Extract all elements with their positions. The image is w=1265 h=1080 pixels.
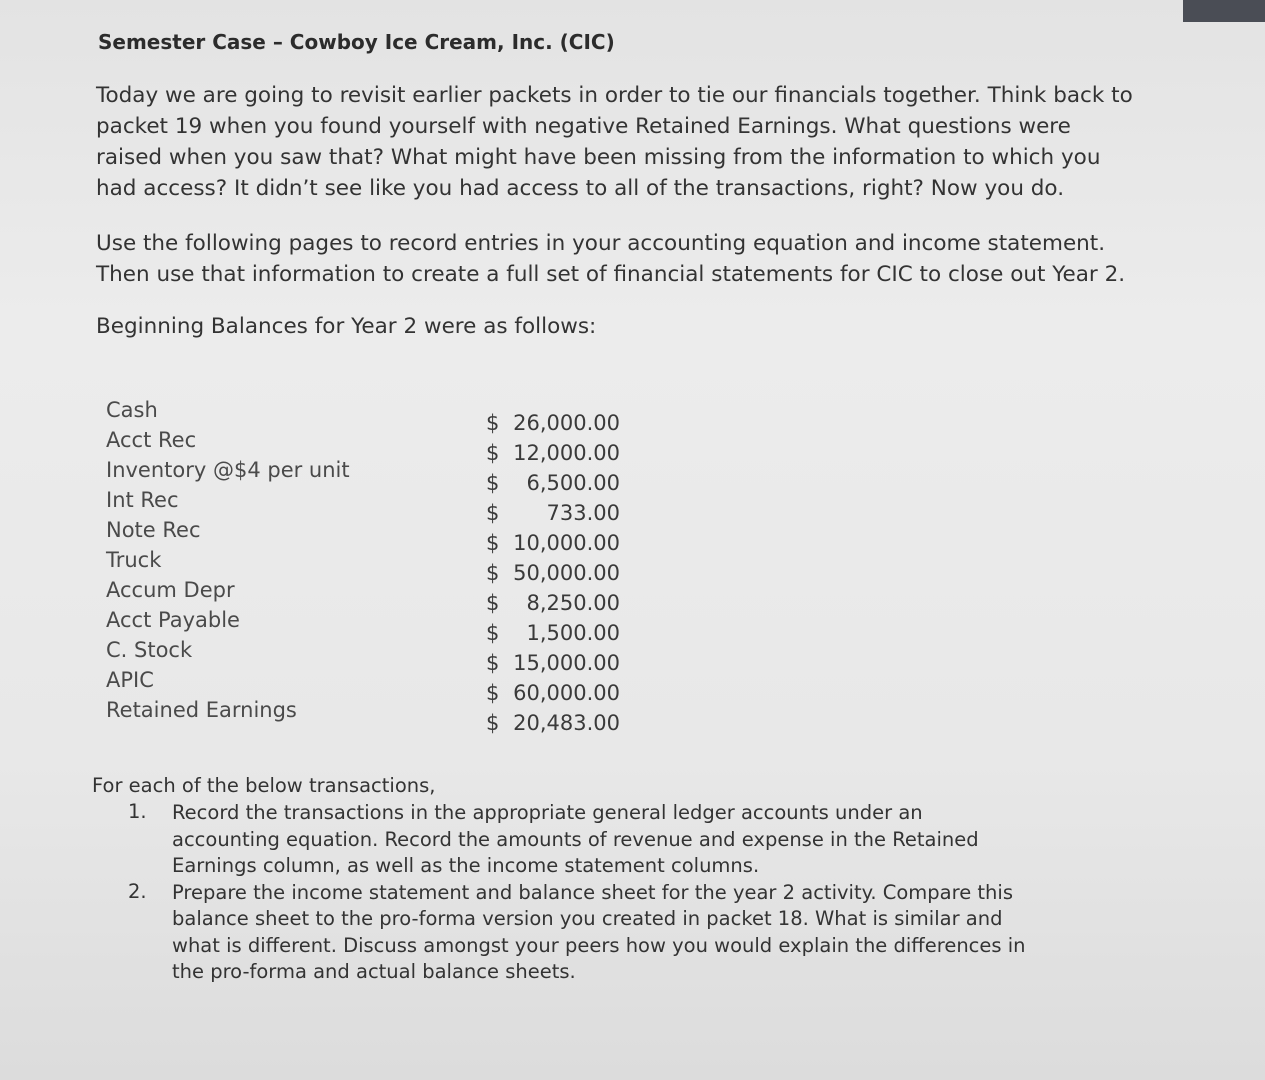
currency-sign: $ (486, 561, 500, 585)
instruction-line: Record the transactions in the appropriate general ledger accounts under an (172, 801, 923, 824)
balance-amount: 733.00 (546, 501, 620, 525)
instruction-line: Earnings column, as well as the income statement columns. (172, 854, 760, 877)
balance-label: APIC (106, 668, 154, 692)
instructions-intro: For each of the below transactions, (92, 774, 436, 797)
paragraph-line: Then use that information to create a full set of financial statements for CIC to close out Year 2. (96, 262, 1126, 287)
currency-sign: $ (486, 591, 500, 615)
paragraph-line: had access? It didn’t see like you had access to all of the transactions, right? Now you do. (96, 176, 1065, 201)
balance-value (486, 678, 620, 708)
balance-label: Truck (106, 548, 162, 572)
balance-value (486, 408, 620, 438)
balance-amount: 6,500.00 (526, 471, 620, 495)
balance-labels (106, 395, 350, 725)
balance-value (486, 648, 620, 678)
currency-sign: $ (486, 441, 500, 465)
document-title: Semester Case – Cowboy Ice Cream, Inc. (CIC) (98, 30, 615, 54)
instruction-item (92, 880, 1026, 986)
balance-amount: 10,000.00 (513, 531, 620, 555)
balance-value (486, 618, 620, 648)
balance-label: Retained Earnings (106, 698, 297, 722)
balance-label: Note Rec (106, 518, 201, 542)
balance-label: Acct Payable (106, 608, 240, 632)
balance-amount: 12,000.00 (513, 441, 620, 465)
balance-amount: 15,000.00 (513, 651, 620, 675)
instruction-line: accounting equation. Record the amounts of revenue and expense in the Retained (172, 827, 979, 851)
balance-amount: 50,000.00 (513, 561, 620, 585)
balance-label: Acct Rec (106, 428, 197, 452)
balance-label: Inventory @$4 per unit (106, 458, 350, 482)
currency-sign: $ (486, 531, 500, 555)
currency-sign: $ (486, 411, 500, 435)
instruction-line: Prepare the income statement and balance sheet for the year 2 activity. Compare this (172, 880, 1013, 904)
balance-label: Int Rec (106, 488, 179, 512)
instruction-line: the pro-forma and actual balance sheets. (172, 960, 576, 983)
currency-sign: $ (486, 711, 500, 735)
instruction-line: balance sheet to the pro-forma version you created in packet 18. What is similar and (172, 907, 1003, 930)
balance-label: Cash (106, 398, 158, 422)
paragraph-line: Use the following pages to record entries in your accounting equation and income statement. (96, 231, 1106, 256)
balance-amount: 1,500.00 (526, 621, 620, 645)
paragraph-line: raised when you saw that? What might have been missing from the information to which you (96, 145, 1101, 170)
balance-value (486, 468, 620, 498)
balance-value (486, 438, 620, 468)
balance-amount: 8,250.00 (526, 591, 620, 615)
balance-value (486, 498, 620, 528)
currency-sign: $ (486, 681, 500, 705)
instruction-number: 2. (128, 879, 147, 903)
instruction-line: what is different. Discuss amongst your peers how you would explain the differences in (172, 933, 1026, 957)
usage-paragraph (96, 228, 1125, 290)
balance-amount: 26,000.00 (513, 411, 620, 435)
currency-sign: $ (486, 471, 500, 495)
balance-values (486, 408, 620, 738)
balance-value (486, 708, 620, 738)
balance-value (486, 528, 620, 558)
balance-label: C. Stock (106, 638, 193, 662)
balances-heading: Beginning Balances for Year 2 were as follows: (96, 314, 597, 339)
balance-value (486, 558, 620, 588)
balance-label: Accum Depr (106, 578, 235, 602)
instructions-section (92, 772, 1026, 986)
paragraph-line: packet 19 when you found yourself with negative Retained Earnings. What questions were (96, 114, 1071, 139)
instruction-number: 1. (128, 800, 147, 823)
paragraph-line: Today we are going to revisit earlier packets in order to tie our financials together. Think back to (96, 83, 1133, 108)
balance-value (486, 588, 620, 618)
balance-amount: 20,483.00 (513, 711, 620, 735)
currency-sign: $ (486, 651, 500, 675)
currency-sign: $ (486, 621, 500, 645)
intro-paragraph (96, 80, 1133, 204)
instruction-item (92, 800, 1026, 880)
balance-amount: 60,000.00 (513, 681, 620, 705)
currency-sign: $ (486, 501, 500, 525)
